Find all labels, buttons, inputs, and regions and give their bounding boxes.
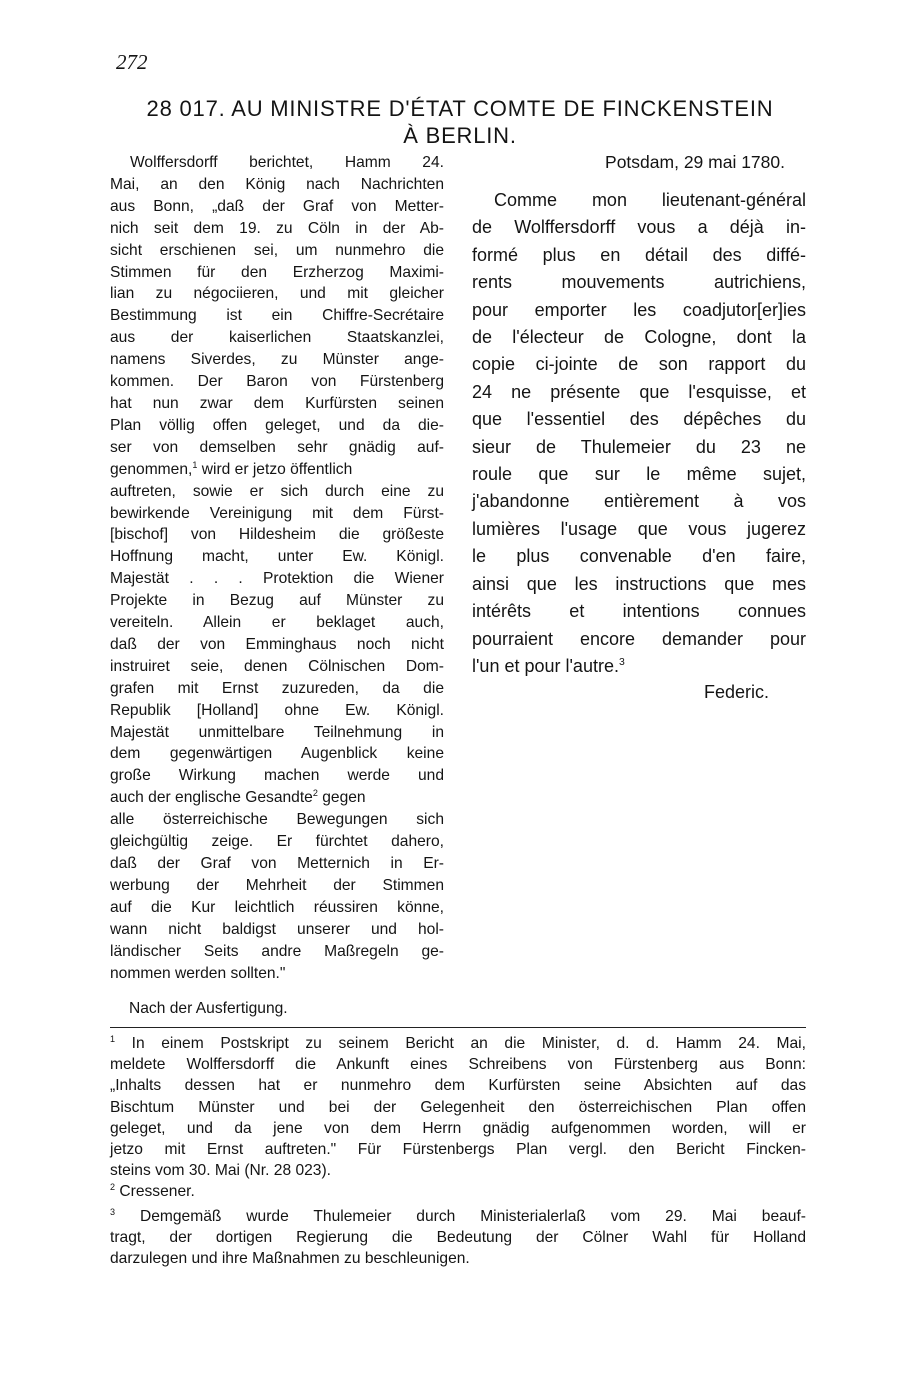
summary-line xyxy=(110,459,444,481)
summary-line: ländischer Seits andre Maßregeln ge- xyxy=(110,942,444,960)
summary-line: auftreten, sowie er sich durch eine zu xyxy=(110,482,444,500)
letter-line: le plus convenable d'en faire, xyxy=(472,546,806,567)
summary-line: bewirkende Vereinigung mit dem Fürst- xyxy=(110,504,444,522)
letter-text: l'un et pour l'autre. xyxy=(472,655,619,676)
summary-line: grafen mit Ernst zuzureden, da die xyxy=(110,679,444,697)
summary-text: auch der englische Gesandte xyxy=(110,789,313,807)
letter-line: rents mouvements autrichiens, xyxy=(472,272,806,293)
summary-line: nich seit dem 19. zu Cöln in der Ab- xyxy=(110,219,444,237)
summary-line: dem gegenwärtigen Augenblick keine xyxy=(110,745,444,763)
summary-text: genommen, xyxy=(110,460,193,478)
letter-line: copie ci-jointe de son rapport du xyxy=(472,354,806,375)
footnote-1-mark: 1 xyxy=(110,1034,116,1045)
letter-line: de l'électeur de Cologne, dont la xyxy=(472,327,806,348)
letter-line: 24 ne présente que l'esquisse, et xyxy=(472,381,806,402)
summary-line: ser von demselben sehr gnädig auf- xyxy=(110,438,444,456)
letter-line: de Wolffersdorff vous a déjà in- xyxy=(472,217,806,238)
footnote-1-line xyxy=(110,1033,806,1054)
letter-line: roule que sur le même sujet, xyxy=(472,464,806,485)
footnote-1-line: steins vom 30. Mai (Nr. 28 023). xyxy=(110,1162,331,1180)
summary-text: gegen xyxy=(317,789,366,807)
summary-line: alle österreichische Bewegungen sich xyxy=(110,811,444,829)
document-title xyxy=(130,95,790,149)
letter-line: j'abandonne entièrement à vos xyxy=(472,491,806,512)
summary-line xyxy=(110,787,444,809)
summary-line: Plan völlig offen geleget, und da die- xyxy=(110,416,444,434)
summary-line: namens Siverdes, zu Münster ange- xyxy=(110,351,444,369)
letter-body xyxy=(472,187,806,680)
letter-line: pour emporter les coadjutor[er]ies xyxy=(472,299,806,320)
summary-line: instruiret seie, denen Cölnischen Dom- xyxy=(110,657,444,675)
title-line-1: 28 017. AU MINISTRE D'ÉTAT COMTE DE FINCKENSTEIN xyxy=(146,96,774,121)
summary-line: wann nicht baldigst unserer und hol- xyxy=(110,920,444,938)
letter-line: que l'essentiel des dépêches du xyxy=(472,409,806,430)
letter-line: Comme mon lieutenant-général xyxy=(494,190,806,210)
summary-line: lian zu négociieren, und mit gleicher xyxy=(110,285,444,303)
page-number: 272 xyxy=(116,50,148,74)
footnote-2-mark: 2 xyxy=(110,1182,116,1193)
footnote-ref-2: 2 xyxy=(312,788,318,799)
letter-line: formé plus en détail des diffé- xyxy=(472,244,806,265)
summary-line: vereiteln. Allein er beklaget auch, xyxy=(110,614,444,632)
footnote-3-mark: 3 xyxy=(110,1206,116,1217)
title-line-2: À BERLIN. xyxy=(403,123,517,148)
summary-line: Hoffnung macht, unter Ew. Königl. xyxy=(110,548,444,566)
summary-line: große Wirkung machen werde und xyxy=(110,767,444,785)
summary-line: sicht erschienen sei, um nunmehro die xyxy=(110,241,444,259)
footnote-1-line: Bischtum Münster und bei der Gelegenheit den österreichischen Plan offen xyxy=(110,1098,806,1116)
summary-line: Majestät . . . Protektion die Wiener xyxy=(110,570,444,588)
summary-line: gleichgültig zeige. Er fürchtet dahero, xyxy=(110,833,444,851)
footnote-divider xyxy=(110,1027,806,1028)
footnote-3-line: darzulegen und ihre Maßnahmen zu beschleunigen. xyxy=(110,1250,470,1268)
footnote-ref-1: 1 xyxy=(192,459,198,470)
letter-line xyxy=(472,653,806,680)
footnote-1-line: geleget, und da jene von dem Herrn gnädig aufgenommen worden, will er xyxy=(110,1119,806,1137)
letter-line: ainsi que les instructions que mes xyxy=(472,573,806,594)
summary-line: hat nun zwar dem Kurfürsten seinen xyxy=(110,394,444,412)
footnote-3-line: tragt, der dortigen Regierung die Bedeutung der Cölner Wahl für Holland xyxy=(110,1228,806,1246)
footnote-2-text: Cressener. xyxy=(119,1183,195,1201)
footnote-ref-3: 3 xyxy=(618,657,625,669)
letter-line: lumières l'usage que vous jugerez xyxy=(472,518,806,539)
signature: Federic. xyxy=(704,682,770,702)
summary-line: Republik [Holland] ohne Ew. Königl. xyxy=(110,701,444,719)
summary-line: Projekte in Bezug auf Münster zu xyxy=(110,592,444,610)
letter-line: sieur de Thulemeier du 23 ne xyxy=(472,436,806,457)
summary-text: wird er jetzo öffentlich xyxy=(197,460,353,478)
footnote-1-line: meldete Wolffersdorff die Ankunft eines Schreibens von Fürstenberg aus Bonn: xyxy=(110,1056,806,1074)
letter-line: intérêts et intentions connues xyxy=(472,601,806,622)
footnotes xyxy=(110,1033,806,1269)
summary-line: Mai, an den König nach Nachrichten xyxy=(110,175,444,193)
summary-line: [bischof] von Hildesheim die größeste xyxy=(110,526,444,544)
letter-line: pourraient encore demander pour xyxy=(472,628,806,649)
footnote-1-text: In einem Postskript zu seinem Bericht an die Minister, d. d. Hamm 24. Mai, xyxy=(131,1035,806,1052)
summary-line: aus Bonn, „daß der Graf von Metter- xyxy=(110,197,444,215)
footnote-2-line xyxy=(110,1181,806,1202)
summary-line: kommen. Der Baron von Fürstenberg xyxy=(110,373,444,391)
dateline: Potsdam, 29 mai 1780. xyxy=(605,152,785,172)
summary-line: daß der von Emminghaus noch nicht xyxy=(110,635,444,653)
summary-line: aus der kaiserlichen Staatskanzlei, xyxy=(110,329,444,347)
summary-line: Stimmen für den Erzherzog Maximi- xyxy=(110,263,444,281)
summary-line: werbung der Mehrheit der Stimmen xyxy=(110,876,444,894)
summary-line: Bestimmung ist ein Chiffre-Secrétaire xyxy=(110,307,444,325)
summary-line: Wolffersdorff berichtet, Hamm 24. xyxy=(130,154,444,171)
footnote-1-line: jetzo mit Ernst auftreten." Für Fürstenbergs Plan vergl. den Bericht Fincken- xyxy=(110,1141,806,1159)
footnote-3-text: Demgemäß wurde Thulemeier durch Ministerialerlaß vom 29. Mai beauf- xyxy=(139,1207,806,1225)
source-note: Nach der Ausfertigung. xyxy=(129,1000,288,1017)
summary-line: daß der Graf von Metternich in Er- xyxy=(110,855,444,872)
summary-line: nommen werden sollten." xyxy=(110,964,286,982)
summary-line: auf die Kur leichtlich réussiren könne, xyxy=(110,898,444,916)
german-summary xyxy=(110,152,444,984)
footnote-3-line xyxy=(110,1206,806,1227)
footnote-1-line: „Inhalts dessen hat er nunmehro dem Kurfürsten seine Absichten auf das xyxy=(110,1077,806,1095)
summary-line: Majestät unmittelbare Teilnehmung in xyxy=(110,723,444,741)
